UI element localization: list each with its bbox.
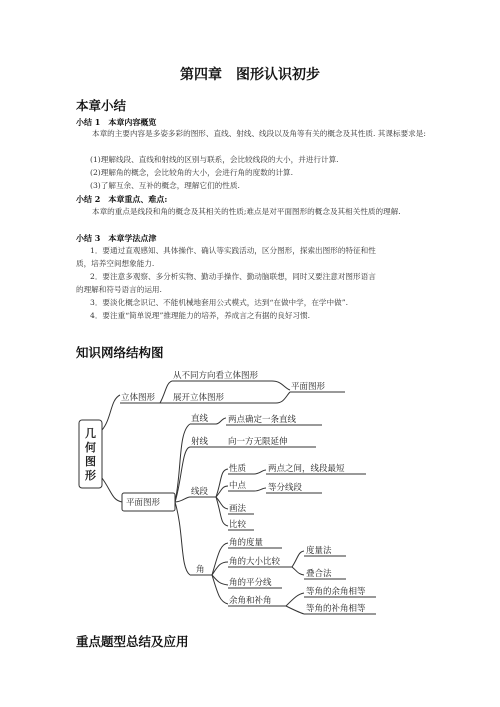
- summary-s1-item: (2)理解角的概念，会比较角的大小，会进行角的度数的计算.: [90, 168, 294, 177]
- mindmap-edge: [175, 502, 190, 575]
- summary-s3-item: 3．要淡化概念识记、不能机械地套用公式模式，达到“在做中学，在学中做”.: [90, 298, 349, 307]
- mindmap-node-plane: 平面图形: [126, 498, 161, 508]
- mindmap-node: 画法: [229, 504, 247, 514]
- summary-s2-para: 本章的重点是线段和角的概念及其相关的性质;难点是对平面图形的概念及其相关性质的理解.: [92, 207, 401, 216]
- summary-s3-item-cont: 的理解和符号语言的运用.: [76, 285, 162, 294]
- mindmap-edge: [292, 551, 304, 567]
- mindmap-edge: [216, 418, 226, 424]
- mindmap-root-char: 形: [85, 469, 96, 482]
- mindmap-edge: [216, 497, 228, 526]
- mindmap-edge: [160, 381, 172, 403]
- mindmap-edge: [102, 478, 122, 502]
- mindmap-node: 射线: [191, 437, 209, 447]
- mindmap-node: 展开立体图形: [173, 393, 225, 403]
- mindmap-edge: [216, 469, 228, 497]
- mindmap-node-solid: 立体图形: [121, 393, 156, 403]
- summary-s3-item: 4．要注重“简单说理”推理能力的培养，养成言之有据的良好习惯.: [90, 311, 311, 320]
- mindmap-edge: [286, 593, 304, 606]
- summary-s3-item: 2．要注意多观察、多分析实物、勤动手操作、勤动脑联想，同时又要注意对图形语言: [90, 272, 376, 281]
- mindmap-node: 性质: [229, 464, 247, 474]
- mindmap-heading: 知识网络结构图: [76, 345, 164, 360]
- mindmap-edge: [276, 392, 290, 403]
- mindmap-node: 直线: [191, 414, 209, 424]
- summary-s3-item-cont: 质，培养空间想象能力.: [76, 259, 155, 268]
- chapter-title: 第四章 图形认识初步: [180, 67, 320, 83]
- mindmap-node: 中点: [229, 481, 247, 491]
- mindmap-node: 余角和补角: [229, 596, 272, 606]
- summary-s1-item: (3)了解互余、互补的概念，理解它们的性质.: [90, 181, 240, 190]
- summary-s3-item: 1．要通过直观感知、具体操作、确认等实践活动，区分图形，探索出图形的特征和性: [90, 246, 376, 255]
- summary-heading: 本章小结: [76, 98, 127, 113]
- mindmap-node: 角的平分线: [229, 578, 272, 588]
- mindmap-node: 比较: [229, 520, 247, 530]
- mindmap-node: 从不同方向看立体图形: [173, 371, 259, 381]
- mindmap-root-char: 图: [85, 455, 96, 468]
- mindmap-node: 两点确定一条直线: [228, 415, 297, 425]
- mindmap-edge: [254, 470, 266, 474]
- mindmap-node: 角的大小比较: [229, 557, 281, 567]
- mindmap-node: 角的度量: [229, 538, 264, 548]
- mindmap-node: 线段: [191, 487, 209, 497]
- mindmap-node: 平面图形: [291, 382, 326, 392]
- mindmap-node: 两点之间，线段最短: [268, 464, 345, 474]
- mindmap-edge: [292, 567, 304, 575]
- summary-s1-title: 小结 1 本章内容概览: [76, 117, 157, 127]
- mindmap-node: 叠合法: [306, 569, 332, 579]
- mindmap-node: 等分线段: [268, 483, 303, 493]
- mindmap-node: 等角的余角相等: [306, 587, 366, 597]
- mindmap-edge: [286, 606, 304, 614]
- mindmap-edge: [175, 447, 190, 502]
- mindmap-edge: [254, 488, 266, 491]
- mindmap-node: 度量法: [306, 546, 332, 556]
- summary-s1-para: 本章的主要内容是多姿多彩的图形、直线、射线、线段以及角等有关的概念及其性质. 其课标要求是:: [92, 129, 426, 138]
- summary-s2-title: 小结 2 本章重点、难点:: [76, 194, 168, 204]
- mindmap-edge: [212, 543, 228, 575]
- mindmap-edge: [175, 497, 190, 502]
- mindmap-edge: [102, 395, 120, 430]
- mindmap-node: 角: [196, 565, 205, 575]
- mindmap-edge: [272, 381, 290, 390]
- summary-s3-title: 小结 3 本章学法点津: [76, 233, 157, 243]
- bottom-heading: 重点题型总结及应用: [76, 634, 189, 649]
- mindmap-edge: [212, 575, 228, 604]
- mindmap-node: 等角的补角相等: [306, 604, 366, 614]
- mindmap-root-char: 何: [85, 441, 96, 454]
- mindmap-root-char: 几: [85, 427, 96, 440]
- summary-s1-item: (1)理解线段、直线和射线的区别与联系，会比较线段的大小，并进行计算.: [90, 155, 339, 164]
- mindmap-node: 向一方无限延伸: [228, 437, 288, 447]
